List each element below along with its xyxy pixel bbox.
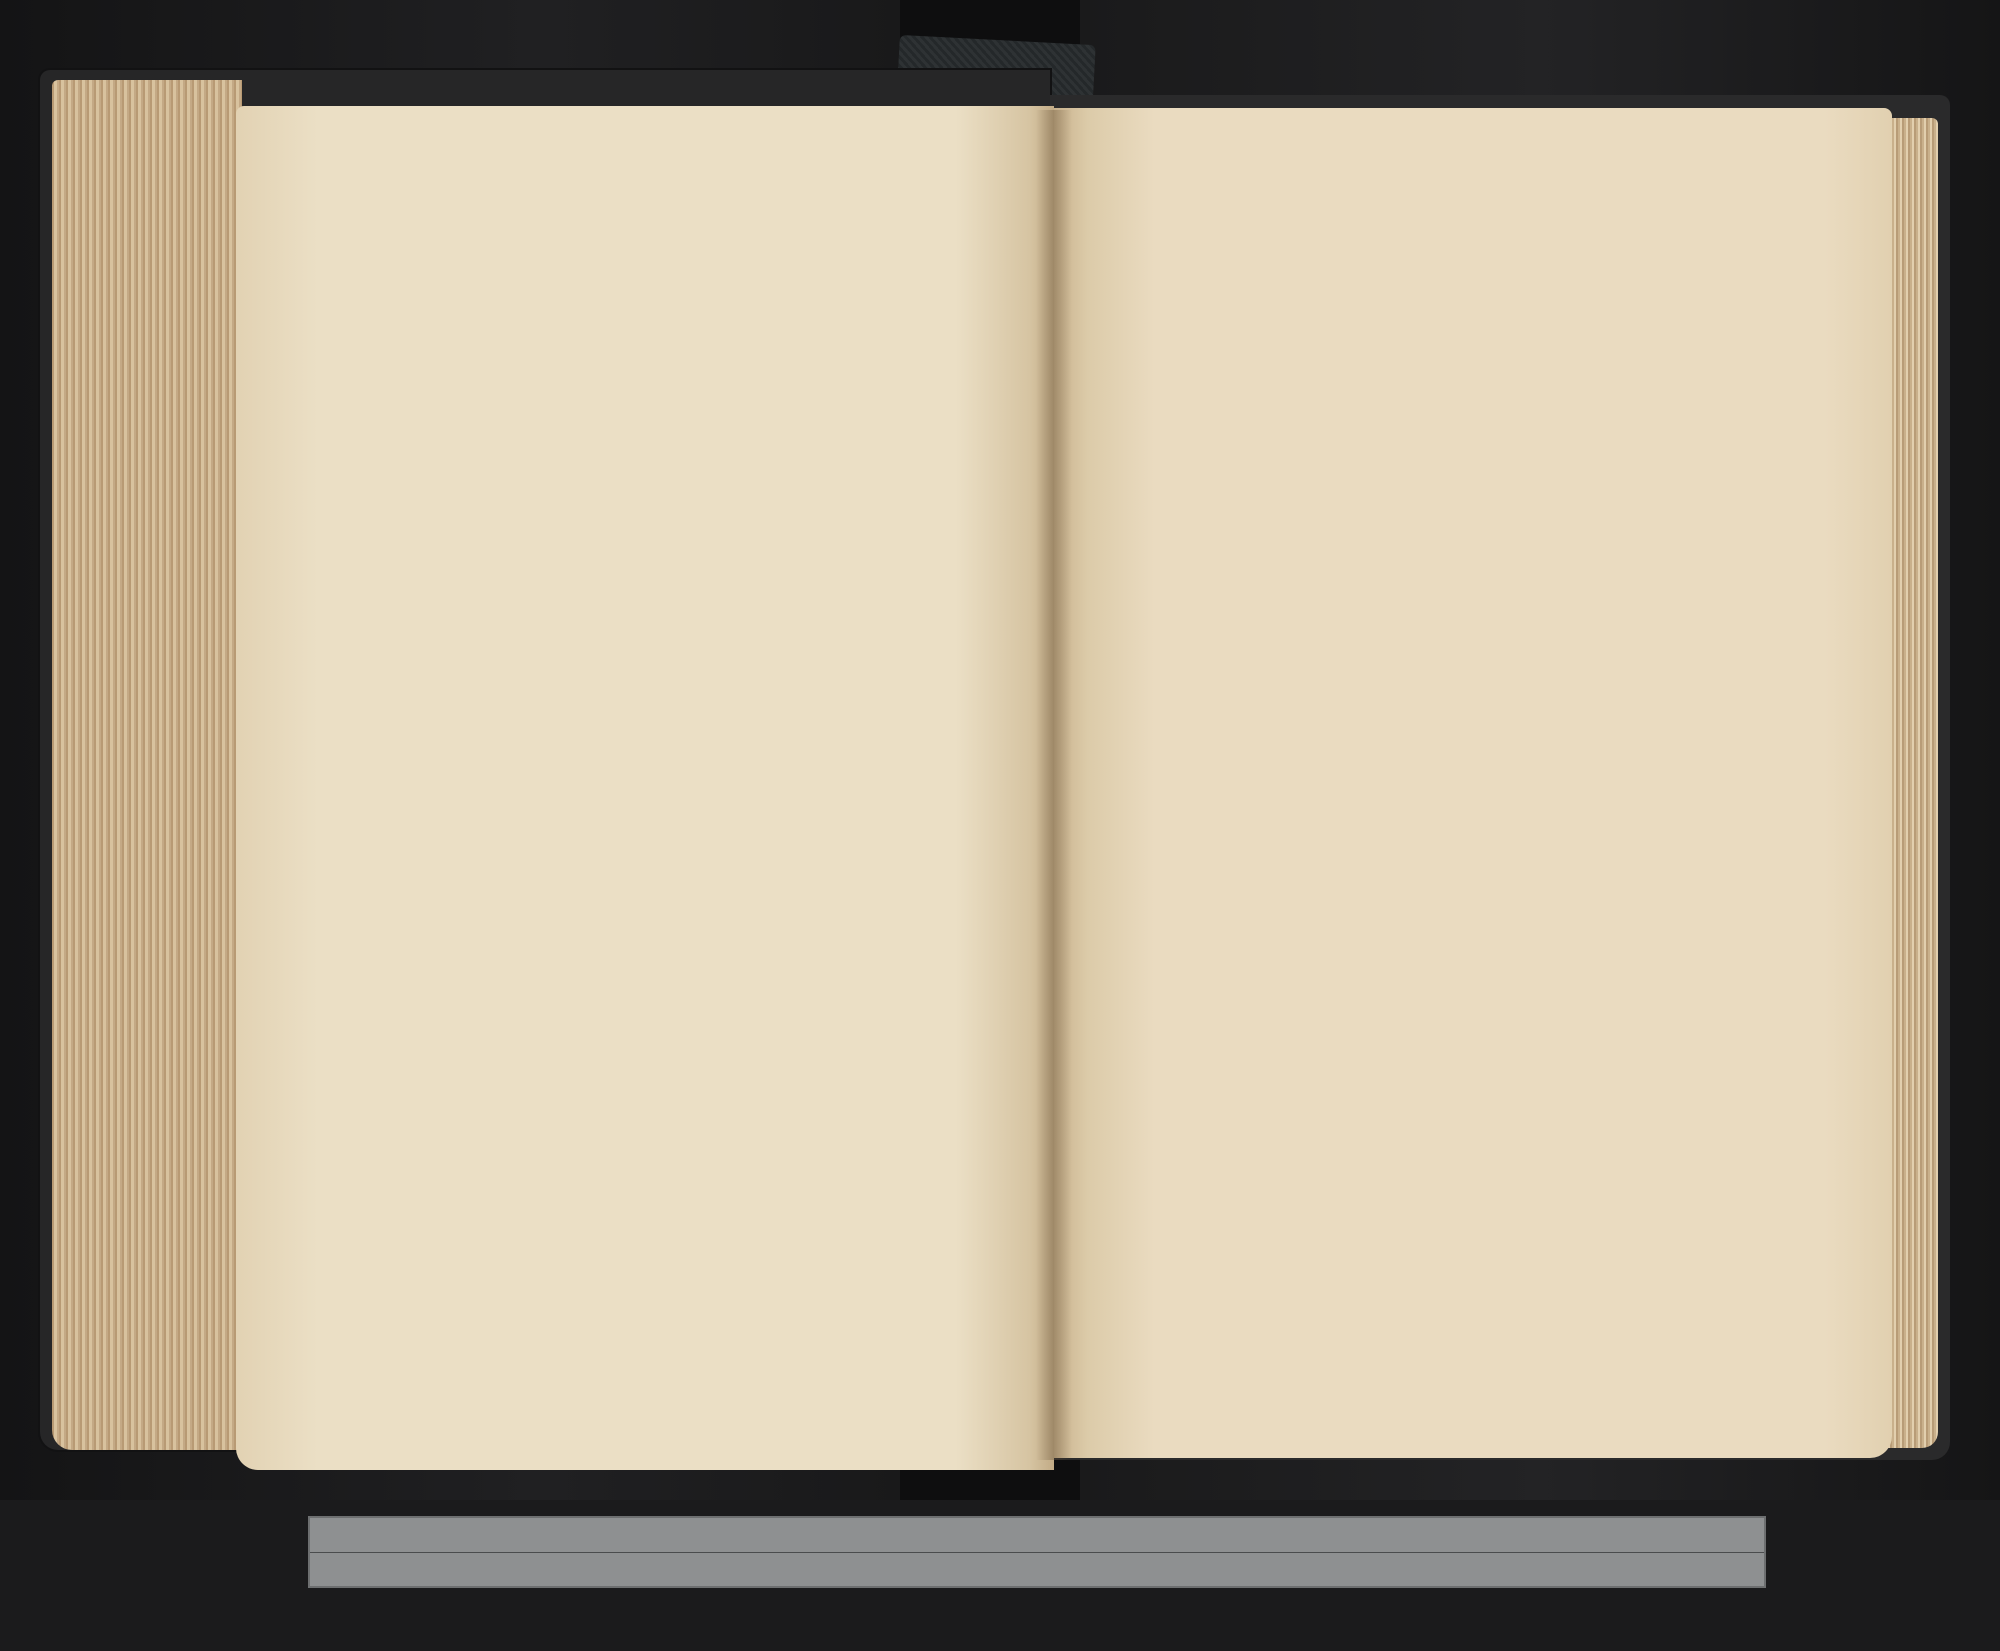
gutter-shadow [1036, 110, 1072, 1460]
page-edges-left [52, 80, 242, 1450]
left-page [236, 106, 1054, 1470]
gray-scale-strip [308, 1586, 1766, 1651]
ruler-inch-band [310, 1518, 1764, 1553]
scale-ruler [308, 1516, 1766, 1588]
right-page [1054, 108, 1892, 1458]
